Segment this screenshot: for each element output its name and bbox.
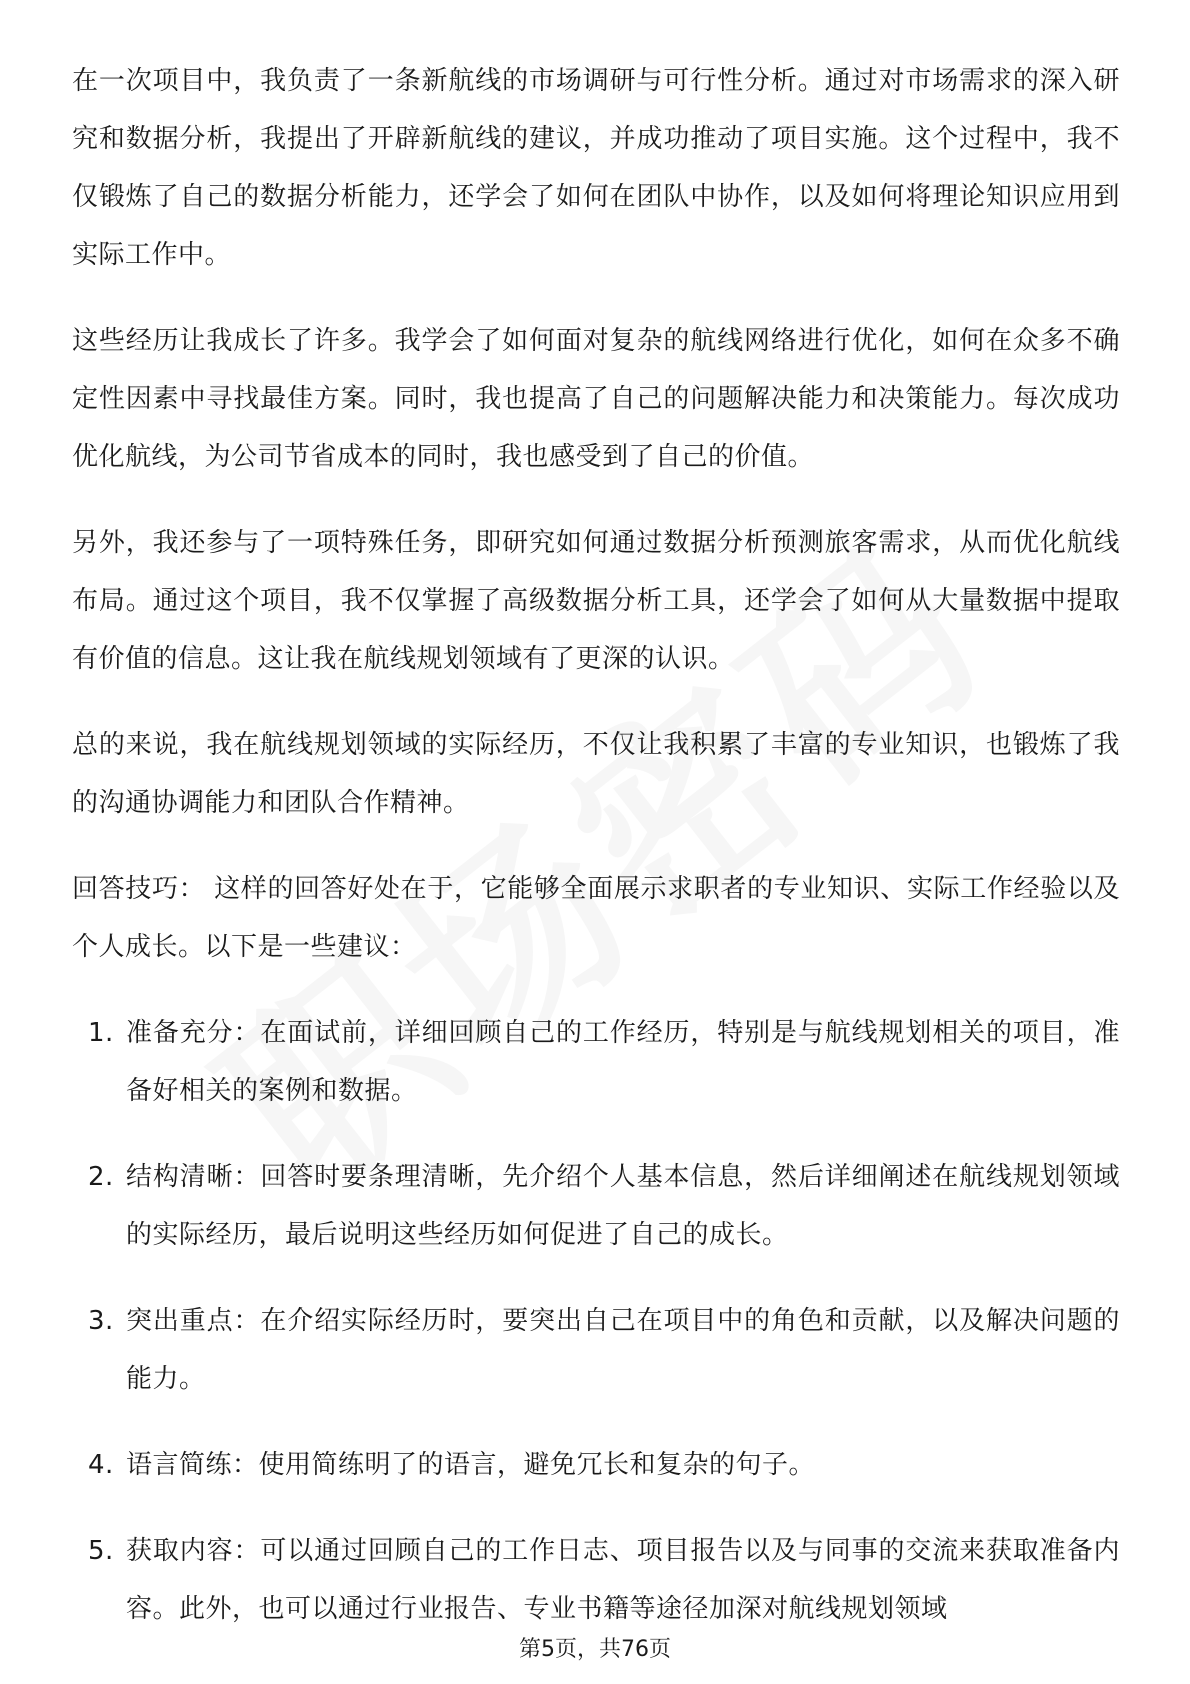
paragraph-special-task: 另外，我还参与了一项特殊任务，即研究如何通过数据分析预测旅客需求，从而优化航线布局。通过这个项目，我不仅掌握了高级数据分析工具，还学会了如何从大量数据中提取有价值的信息。这让我在航线规划领域有了更深的认识。 (72, 528, 1120, 674)
list-item-text: 突出重点：在介绍实际经历时，要突出自己在项目中的角色和贡献，以及解决问题的能力。 (126, 1306, 1120, 1394)
paragraph-answer-tips: 回答技巧： 这样的回答好处在于，它能够全面展示求职者的专业知识、实际工作经验以及个人成长。以下是一些建议： (72, 874, 1120, 962)
list-item-number: 2. (88, 1162, 114, 1192)
list-item (72, 1436, 1120, 1494)
list-item-text: 语言简练：使用简练明了的语言，避免冗长和复杂的句子。 (126, 1450, 816, 1480)
list-item (72, 1148, 1120, 1264)
tips-list (72, 1004, 1120, 1638)
list-item (72, 1292, 1120, 1408)
paragraph-summary: 总的来说，我在航线规划领域的实际经历，不仅让我积累了丰富的专业知识，也锻炼了我的沟通协调能力和团队合作精神。 (72, 730, 1120, 818)
list-item-number: 4. (88, 1450, 114, 1480)
list-item-number: 5. (88, 1536, 114, 1566)
list-item-text: 结构清晰：回答时要条理清晰，先介绍个人基本信息，然后详细阐述在航线规划领域的实际经历，最后说明这些经历如何促进了自己的成长。 (126, 1162, 1120, 1250)
paragraph-growth: 这些经历让我成长了许多。我学会了如何面对复杂的航线网络进行优化，如何在众多不确定性因素中寻找最佳方案。同时，我也提高了自己的问题解决能力和决策能力。每次成功优化航线，为公司节省成本的同时，我也感受到了自己的价值。 (72, 326, 1120, 472)
list-item (72, 1522, 1120, 1638)
list-item-text: 获取内容：可以通过回顾自己的工作日志、项目报告以及与同事的交流来获取准备内容。此外，也可以通过行业报告、专业书籍等途径加深对航线规划领域 (126, 1536, 1120, 1624)
page-footer: 第5页，共76页 (519, 1637, 671, 1662)
list-item-number: 3. (88, 1306, 114, 1336)
list-item-number: 1. (88, 1018, 114, 1048)
document-body (72, 52, 1120, 1666)
list-item-text: 准备充分：在面试前，详细回顾自己的工作经历，特别是与航线规划相关的项目，准备好相关的案例和数据。 (126, 1018, 1120, 1106)
list-item (72, 1004, 1120, 1120)
paragraph-project-experience: 在一次项目中，我负责了一条新航线的市场调研与可行性分析。通过对市场需求的深入研究和数据分析，我提出了开辟新航线的建议，并成功推动了项目实施。这个过程中，我不仅锻炼了自己的数据分析能力，还学会了如何在团队中协作，以及如何将理论知识应用到实际工作中。 (72, 66, 1120, 270)
